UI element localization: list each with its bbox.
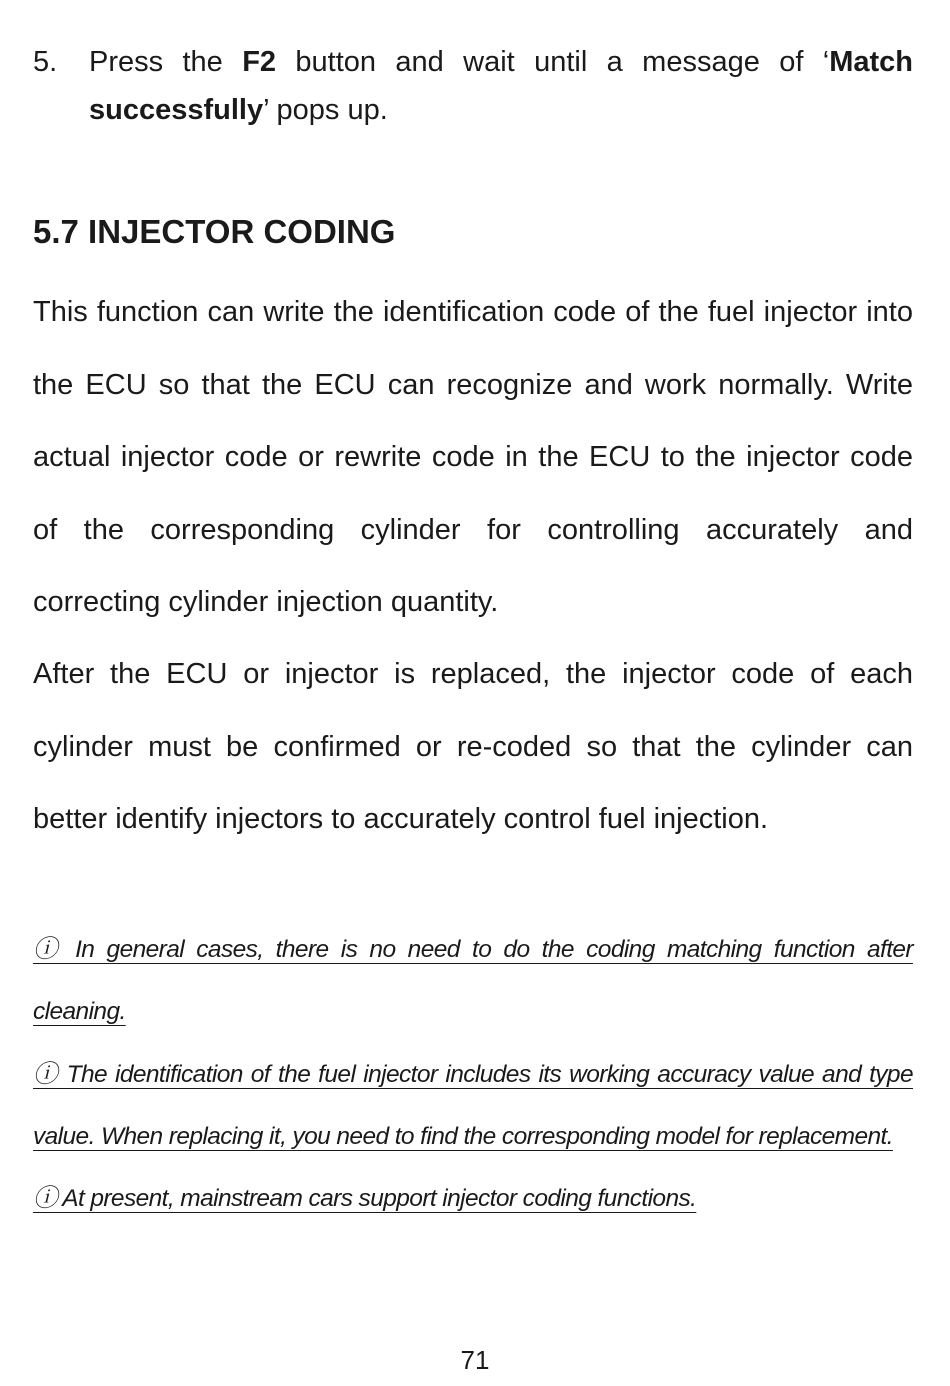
section-title: 5.7 INJECTOR CODING	[33, 213, 396, 250]
step-text-before: Press the	[89, 46, 243, 78]
step-text	[89, 38, 913, 134]
step-text-middle: button and wait until a message of ‘	[276, 46, 830, 78]
section-paragraph-1: This function can write the identification code of the fuel injector into the ECU so that the ECU can recognize and work normally. Write actual injector code or rewrite code in the ECU to the injector code of the corresponding cylinder for controlling accurately and correcting cylinder injection quantity.	[33, 296, 913, 619]
note-item: ⓘ In general cases, there is no need to do the coding matching function after cleaning.	[33, 936, 913, 1026]
note-item: ⓘ The identification of the fuel injector includes its working accuracy value and type value. When replacing it, you need to find the corresponding model for replacement.	[33, 1060, 913, 1150]
section-paragraph-2: After the ECU or injector is replaced, the injector code of each cylinder must be confirmed or re-coded so that the cylinder can better identify injectors to accurately control fuel injection.	[33, 658, 913, 836]
step-text-after: ’ pops up.	[263, 94, 388, 126]
f2-key-label: F2	[242, 46, 277, 78]
match-message: Match successfully	[89, 46, 913, 126]
step-5	[33, 38, 913, 134]
note-item: ⓘ At present, mainstream cars support injector coding functions.	[33, 1185, 697, 1213]
step-number: 5.	[33, 46, 58, 78]
page-number: 71	[460, 1345, 490, 1375]
notes-list	[33, 919, 913, 1230]
